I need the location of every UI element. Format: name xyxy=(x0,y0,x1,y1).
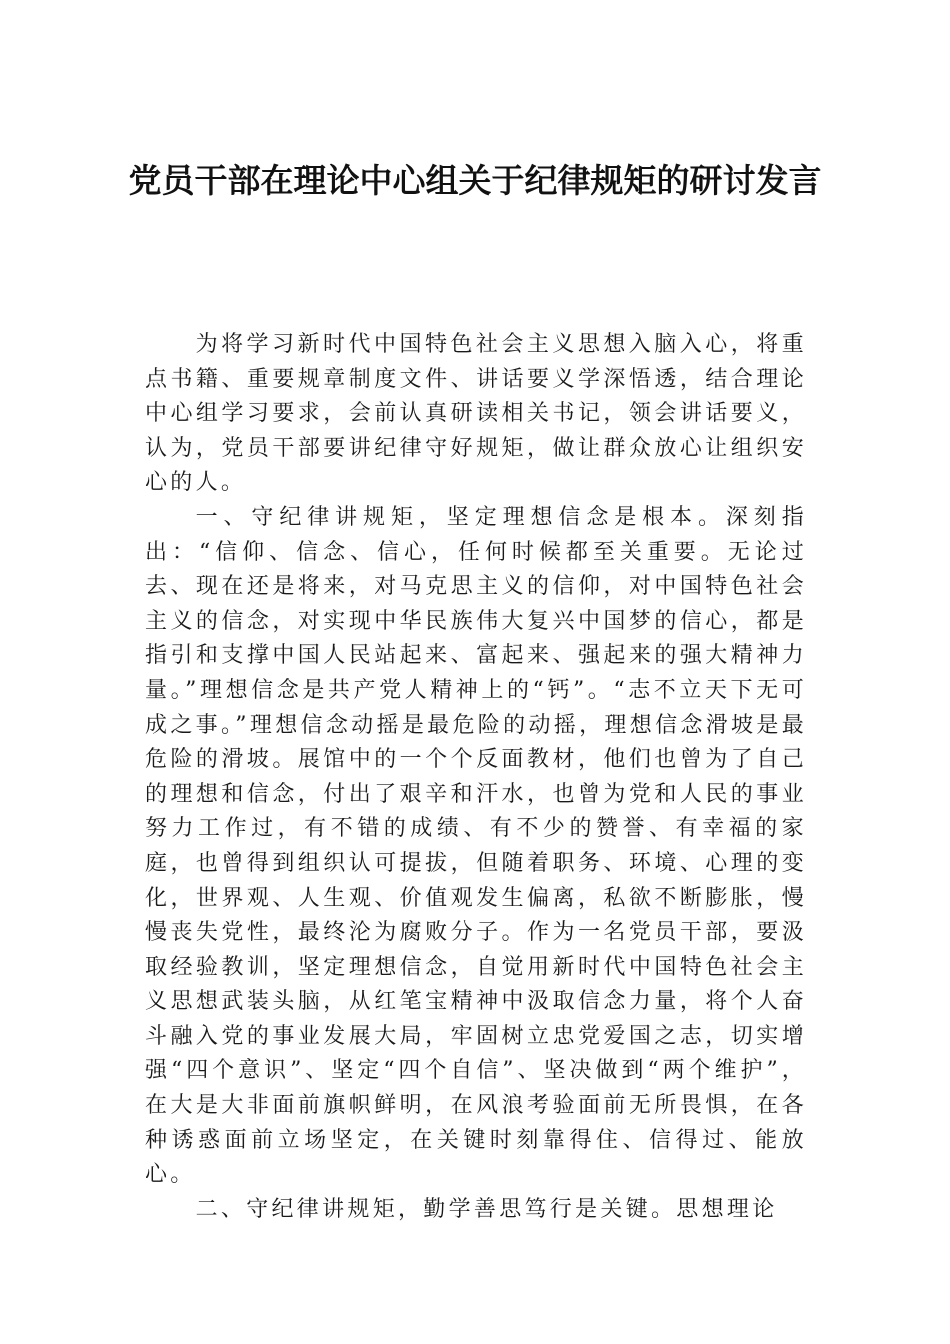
document-title: 党员干部在理论中心组关于纪律规矩的研讨发言 xyxy=(128,161,822,200)
paragraph-intro: 为将学习新时代中国特色社会主义思想入脑入心，将重点书籍、重要规章制度文件、讲话要义学深悟透，结合理论中心组学习要求，会前认真研读相关书记，领会讲话要义，认为，党员干部要讲纪律守好规矩，做让群众放心让组织安心的人。 xyxy=(145,332,807,496)
paragraph-section-two: 二、守纪律讲规矩，勤学善思笃行是关键。思想理论 xyxy=(195,1196,778,1222)
document-body xyxy=(145,328,807,1227)
paragraph-section-one: 一、守纪律讲规矩，坚定理想信念是根本。深刻指出：“信仰、信念、信心，任何时候都至关重要。无论过去、现在还是将来，对马克思主义的信仰，对中国特色社会主义的信念，对实现中华民族伟大复兴中国梦的信心，都是指引和支撑中国人民站起来、富起来、强起来的强大精神力量。”理想信念是共产党人精神上的“钙”。“志不立天下无可成之事。”理想信念动摇是最危险的动摇，理想信念滑坡是最危险的滑坡。展馆中的一个个反面教材，他们也曾为了自己的理想和信念，付出了艰辛和汗水，也曾为党和人民的事业努力工作过，有不错的成绩、有不少的赞誉、有幸福的家庭，也曾得到组织认可提拔，但随着职务、环境、心理的变化，世界观、人生观、价值观发生偏离，私欲不断膨胀，慢慢丧失党性，最终沦为腐败分子。作为一名党员干部，要汲取经验教训，坚定理想信念，自觉用新时代中国特色社会主义思想武装头脑，从红笔宝精神中汲取信念力量，将个人奋斗融入党的事业发展大局，牢固树立忠党爱国之志，切实增强“四个意识”、坚定“四个自信”、坚决做到“两个维护”，在大是大非面前旗帜鲜明，在风浪考验面前无所畏惧，在各种诱惑面前立场坚定，在关键时刻靠得住、信得过、能放心。 xyxy=(145,504,807,1188)
